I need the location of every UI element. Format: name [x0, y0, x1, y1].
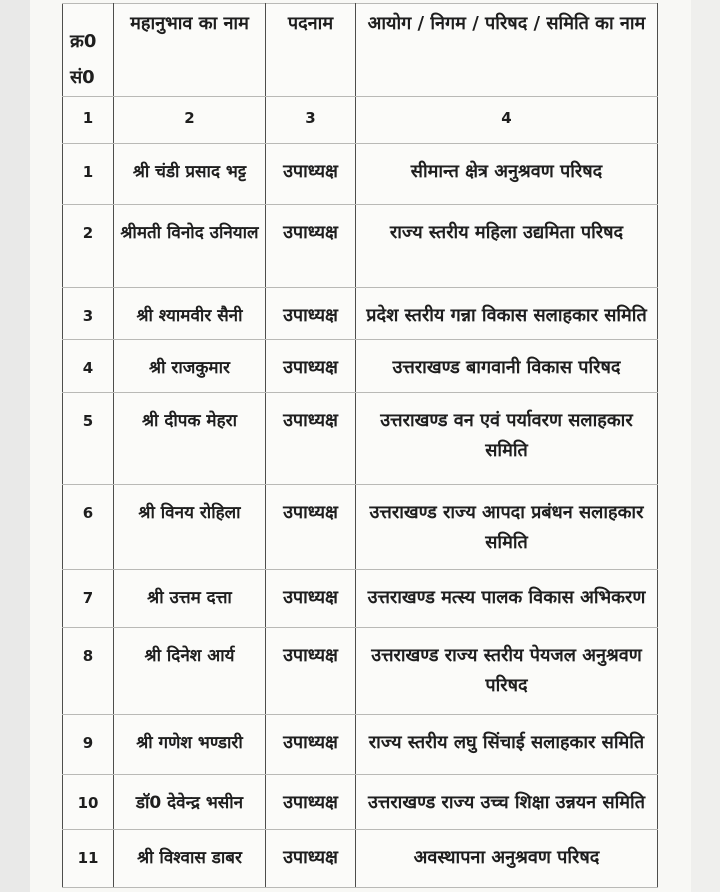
name-cell: श्री चंडी प्रसाद भट्ट	[114, 144, 266, 205]
serial-cell: 10	[63, 775, 114, 830]
designation-cell: उपाध्यक्ष	[266, 628, 356, 715]
table-row	[63, 288, 658, 340]
name-cell: श्री राजकुमार	[114, 340, 266, 393]
body-name-cell: सीमान्त क्षेत्र अनुश्रवण परिषद	[356, 144, 658, 205]
designation-cell: उपाध्यक्ष	[266, 570, 356, 628]
table-row	[63, 485, 658, 570]
designation-cell: उपाध्यक्ष	[266, 393, 356, 485]
designation-cell: उपाध्यक्ष	[266, 485, 356, 570]
col-header-designation: पदनाम	[266, 4, 356, 97]
serial-cell: 3	[63, 288, 114, 340]
body-name-cell: प्रदेश स्तरीय गन्ना विकास सलाहकार समिति	[356, 288, 658, 340]
body-name-cell: उत्तराखण्ड राज्य आपदा प्रबंधन सलाहकार समिति	[356, 485, 658, 570]
designation-cell: उपाध्यक्ष	[266, 775, 356, 830]
column-index-row	[63, 97, 658, 144]
body-name-cell: अवस्थापना अनुश्रवण परिषद	[356, 830, 658, 888]
body-name-cell: राज्य स्तरीय महिला उद्यमिता परिषद	[356, 205, 658, 288]
table-row	[63, 340, 658, 393]
body-name-cell: उत्तराखण्ड राज्य उच्च शिक्षा उन्नयन समिति	[356, 775, 658, 830]
name-cell: श्री उत्तम दत्ता	[114, 570, 266, 628]
column-index-cell: 2	[114, 97, 266, 144]
body-name-cell: उत्तराखण्ड मत्स्य पालक विकास अभिकरण	[356, 570, 658, 628]
serial-cell: 2	[63, 205, 114, 288]
body-name-cell: उत्तराखण्ड वन एवं पर्यावरण सलाहकार समिति	[356, 393, 658, 485]
column-index-cell: 1	[63, 97, 114, 144]
serial-cell: 7	[63, 570, 114, 628]
serial-cell: 1	[63, 144, 114, 205]
designation-cell: उपाध्यक्ष	[266, 340, 356, 393]
body-name-cell: उत्तराखण्ड बागवानी विकास परिषद	[356, 340, 658, 393]
serial-header-line2: सं0	[70, 67, 95, 88]
designation-cell: उपाध्यक्ष	[266, 715, 356, 775]
table-row	[63, 570, 658, 628]
name-cell: श्री दीपक मेहरा	[114, 393, 266, 485]
designation-cell: उपाध्यक्ष	[266, 830, 356, 888]
name-cell: श्री विश्वास डाबर	[114, 830, 266, 888]
serial-cell: 11	[63, 830, 114, 888]
header-row	[63, 4, 658, 97]
table-row	[63, 393, 658, 485]
body-name-cell: राज्य स्तरीय लघु सिंचाई सलाहकार समिति	[356, 715, 658, 775]
table-row	[63, 830, 658, 888]
name-cell: श्री गणेश भण्डारी	[114, 715, 266, 775]
column-index-cell: 4	[356, 97, 658, 144]
serial-cell: 8	[63, 628, 114, 715]
scan-margin-right	[691, 0, 720, 892]
body-name-cell: उत्तराखण्ड राज्य स्तरीय पेयजल अनुश्रवण परिषद	[356, 628, 658, 715]
serial-cell: 4	[63, 340, 114, 393]
table-row	[63, 715, 658, 775]
col-header-name: महानुभाव का नाम	[114, 4, 266, 97]
appointments-table	[62, 3, 658, 888]
column-index-cell: 3	[266, 97, 356, 144]
designation-cell: उपाध्यक्ष	[266, 205, 356, 288]
name-cell: श्री श्यामवीर सैनी	[114, 288, 266, 340]
col-header-serial	[63, 4, 114, 97]
designation-cell: उपाध्यक्ष	[266, 144, 356, 205]
table-row	[63, 775, 658, 830]
table-row	[63, 628, 658, 715]
serial-cell: 5	[63, 393, 114, 485]
name-cell: श्री विनय रोहिला	[114, 485, 266, 570]
designation-cell: उपाध्यक्ष	[266, 288, 356, 340]
serial-cell: 9	[63, 715, 114, 775]
name-cell: श्रीमती विनोद उनियाल	[114, 205, 266, 288]
name-cell: श्री दिनेश आर्य	[114, 628, 266, 715]
scan-margin-left	[0, 0, 30, 892]
table-row	[63, 205, 658, 288]
serial-cell: 6	[63, 485, 114, 570]
serial-header-line1: क्र0	[70, 31, 97, 52]
col-header-body: आयोग / निगम / परिषद / समिति का नाम	[356, 4, 658, 97]
table-row	[63, 144, 658, 205]
name-cell: डॉ0 देवेन्द्र भसीन	[114, 775, 266, 830]
